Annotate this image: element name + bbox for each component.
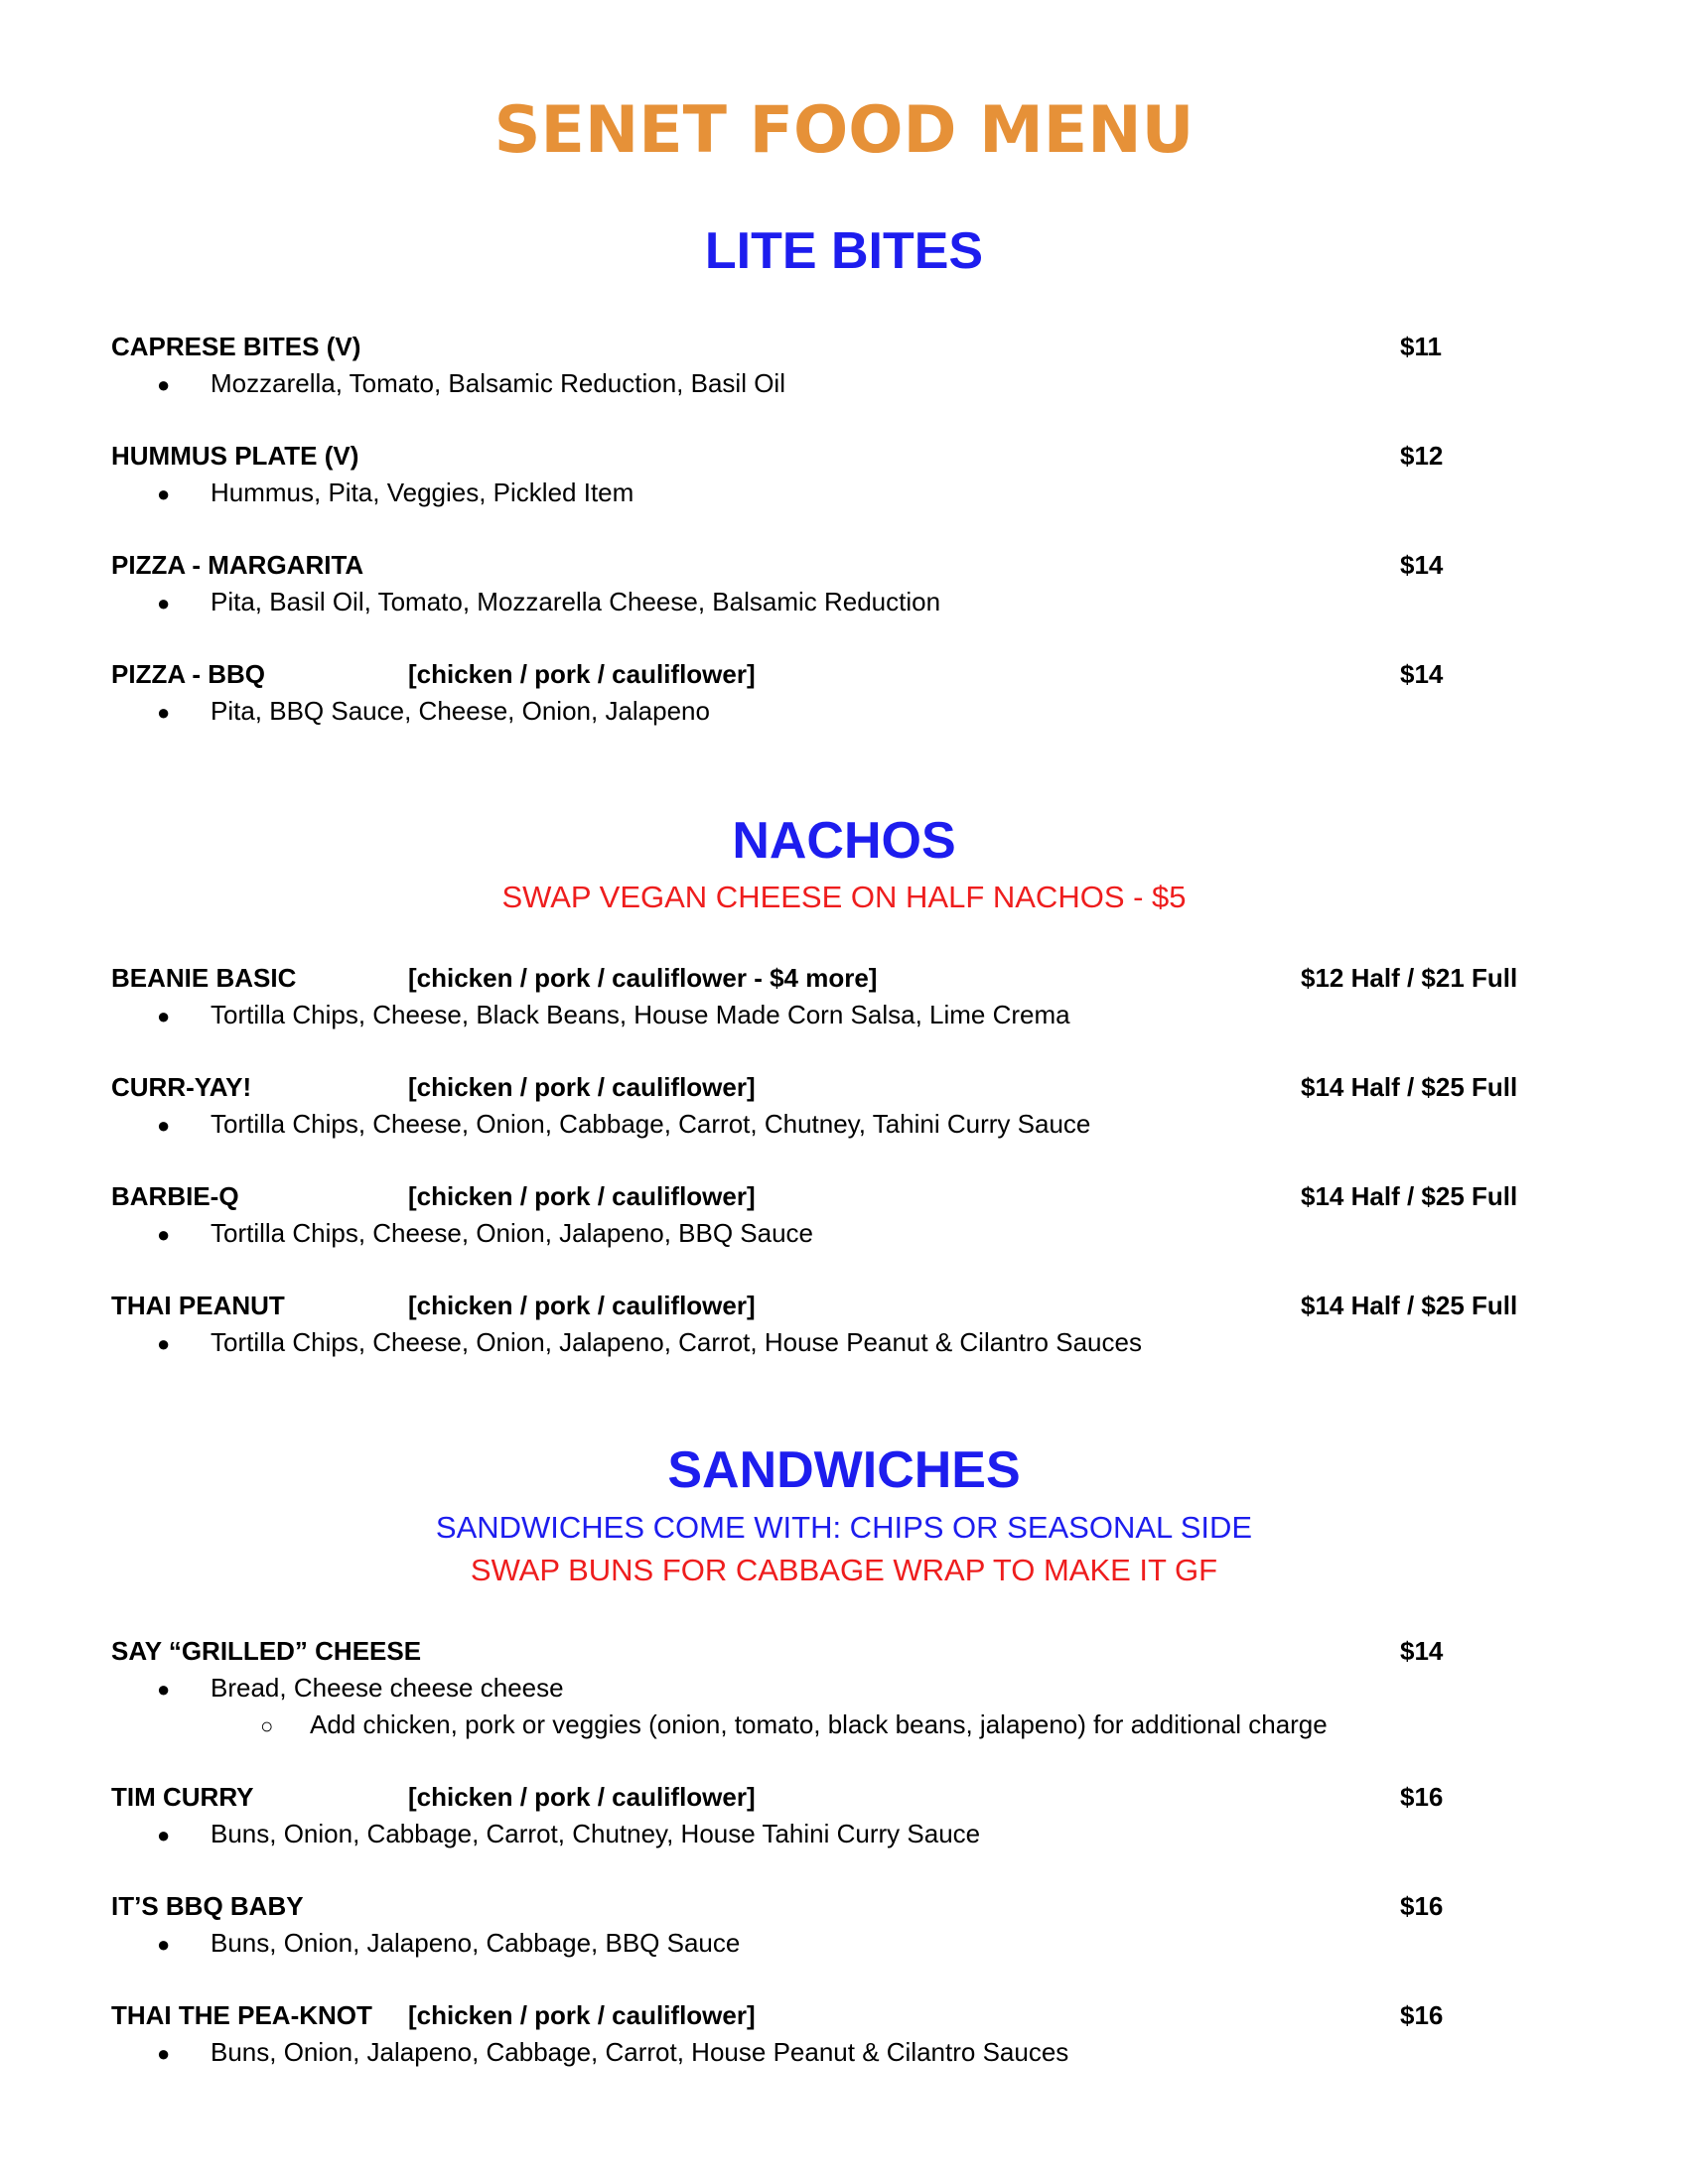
item-name-bbq-baby: IT’S BBQ BABY — [111, 1891, 304, 1921]
section-heading-lite-bites: LITE BITES — [704, 222, 984, 280]
item-name-tim-curry: TIM CURRY — [111, 1782, 254, 1812]
item-name-curr-yay: CURR-YAY! — [111, 1072, 252, 1102]
item-description-hummus-plate — [157, 475, 633, 512]
item-price-hummus-plate: $12 — [1400, 441, 1444, 471]
item-price-grilled-cheese: $14 — [1400, 1636, 1444, 1666]
sub-bullet-icon: ○ — [260, 1713, 274, 1738]
description-text: Pita, BBQ Sauce, Cheese, Onion, Jalapeno — [211, 696, 710, 726]
item-name-thai-peanut: THAI PEANUT — [111, 1291, 285, 1320]
item-name-pizza-margarita: PIZZA - MARGARITA — [111, 550, 364, 580]
sandwiches-gf-note: SWAP BUNS FOR CABBAGE WRAP TO MAKE IT GF — [470, 1553, 1218, 1587]
bullet-icon: ● — [157, 481, 171, 506]
item-price-barbie-q: $14 Half / $25 Full — [1301, 1181, 1518, 1211]
bullet-icon: ● — [157, 591, 171, 615]
item-options-tim-curry: [chicken / pork / cauliflower] — [408, 1782, 756, 1812]
item-options-thai-the-pea-knot: [chicken / pork / cauliflower] — [408, 2000, 756, 2030]
item-description-thai-peanut — [157, 1324, 1142, 1362]
item-description-grilled-cheese — [157, 1670, 564, 1707]
bullet-icon: ● — [157, 1823, 171, 1847]
item-price-thai-peanut: $14 Half / $25 Full — [1301, 1291, 1518, 1320]
item-description-curr-yay — [157, 1106, 1090, 1144]
description-text: Tortilla Chips, Cheese, Black Beans, House Made Corn Salsa, Lime Crema — [211, 1000, 1070, 1029]
description-text: Tortilla Chips, Cheese, Onion, Cabbage, Carrot, Chutney, Tahini Curry Sauce — [211, 1109, 1091, 1139]
item-description-caprese-bites — [157, 365, 785, 403]
item-options-thai-peanut: [chicken / pork / cauliflower] — [408, 1291, 756, 1320]
item-price-tim-curry: $16 — [1400, 1782, 1444, 1812]
description-text: Tortilla Chips, Cheese, Onion, Jalapeno, BBQ Sauce — [211, 1218, 814, 1248]
item-options-barbie-q: [chicken / pork / cauliflower] — [408, 1181, 756, 1211]
sandwiches-side-note: SANDWICHES COME WITH: CHIPS OR SEASONAL SIDE — [435, 1510, 1253, 1545]
item-price-thai-the-pea-knot: $16 — [1400, 2000, 1444, 2030]
description-text: Hummus, Pita, Veggies, Pickled Item — [211, 478, 634, 507]
sub-note-text: Add chicken, pork or veggies (onion, tomato, black beans, jalapeno) for additional charge — [310, 1709, 1328, 1739]
item-description-tim-curry — [157, 1816, 980, 1853]
item-description-bbq-baby — [157, 1925, 740, 1963]
item-price-caprese-bites: $11 — [1400, 332, 1442, 361]
bullet-icon: ● — [157, 700, 171, 725]
item-name-beanie-basic: BEANIE BASIC — [111, 963, 297, 993]
item-description-beanie-basic — [157, 997, 1070, 1034]
description-text: Mozzarella, Tomato, Balsamic Reduction, Basil Oil — [211, 368, 785, 398]
item-description-pizza-margarita — [157, 584, 940, 621]
bullet-icon: ● — [157, 1932, 171, 1957]
bullet-icon: ● — [157, 1677, 171, 1702]
bullet-icon: ● — [157, 1331, 171, 1356]
bullet-icon: ● — [157, 372, 171, 397]
item-options-curr-yay: [chicken / pork / cauliflower] — [408, 1072, 756, 1102]
item-name-caprese-bites: CAPRESE BITES (V) — [111, 332, 361, 361]
item-name-hummus-plate: HUMMUS PLATE (V) — [111, 441, 359, 471]
item-subnote-grilled-cheese — [260, 1706, 1328, 1744]
item-price-bbq-baby: $16 — [1400, 1891, 1444, 1921]
item-price-pizza-bbq: $14 — [1400, 659, 1444, 689]
section-heading-sandwiches: SANDWICHES — [667, 1441, 1021, 1499]
item-price-curr-yay: $14 Half / $25 Full — [1301, 1072, 1518, 1102]
bullet-icon: ● — [157, 1113, 171, 1138]
bullet-icon: ● — [157, 1004, 171, 1028]
bullet-icon: ● — [157, 1222, 171, 1247]
item-name-grilled-cheese: SAY “GRILLED” CHEESE — [111, 1636, 422, 1666]
section-heading-nachos: NACHOS — [732, 812, 956, 870]
description-text: Pita, Basil Oil, Tomato, Mozzarella Cheese, Balsamic Reduction — [211, 587, 941, 616]
nachos-note: SWAP VEGAN CHEESE ON HALF NACHOS - $5 — [501, 880, 1187, 914]
item-description-barbie-q — [157, 1215, 813, 1253]
item-price-beanie-basic: $12 Half / $21 Full — [1301, 963, 1518, 993]
description-text: Tortilla Chips, Cheese, Onion, Jalapeno, Carrot, House Peanut & Cilantro Sauces — [211, 1327, 1142, 1357]
description-text: Buns, Onion, Jalapeno, Cabbage, Carrot, House Peanut & Cilantro Sauces — [211, 2037, 1069, 2067]
description-text: Bread, Cheese cheese cheese — [211, 1673, 564, 1703]
item-name-pizza-bbq: PIZZA - BBQ — [111, 659, 266, 689]
item-options-beanie-basic: [chicken / pork / cauliflower - $4 more] — [408, 963, 878, 993]
item-description-pizza-bbq — [157, 693, 710, 731]
item-name-barbie-q: BARBIE-Q — [111, 1181, 239, 1211]
menu-title: SENET FOOD MENU — [493, 93, 1195, 168]
item-name-thai-the-pea-knot: THAI THE PEA-KNOT — [111, 2000, 372, 2030]
description-text: Buns, Onion, Jalapeno, Cabbage, BBQ Sauce — [211, 1928, 741, 1958]
bullet-icon: ● — [157, 2041, 171, 2066]
item-description-thai-the-pea-knot — [157, 2034, 1068, 2072]
description-text: Buns, Onion, Cabbage, Carrot, Chutney, House Tahini Curry Sauce — [211, 1819, 981, 1848]
item-options-pizza-bbq: [chicken / pork / cauliflower] — [408, 659, 756, 689]
item-price-pizza-margarita: $14 — [1400, 550, 1444, 580]
